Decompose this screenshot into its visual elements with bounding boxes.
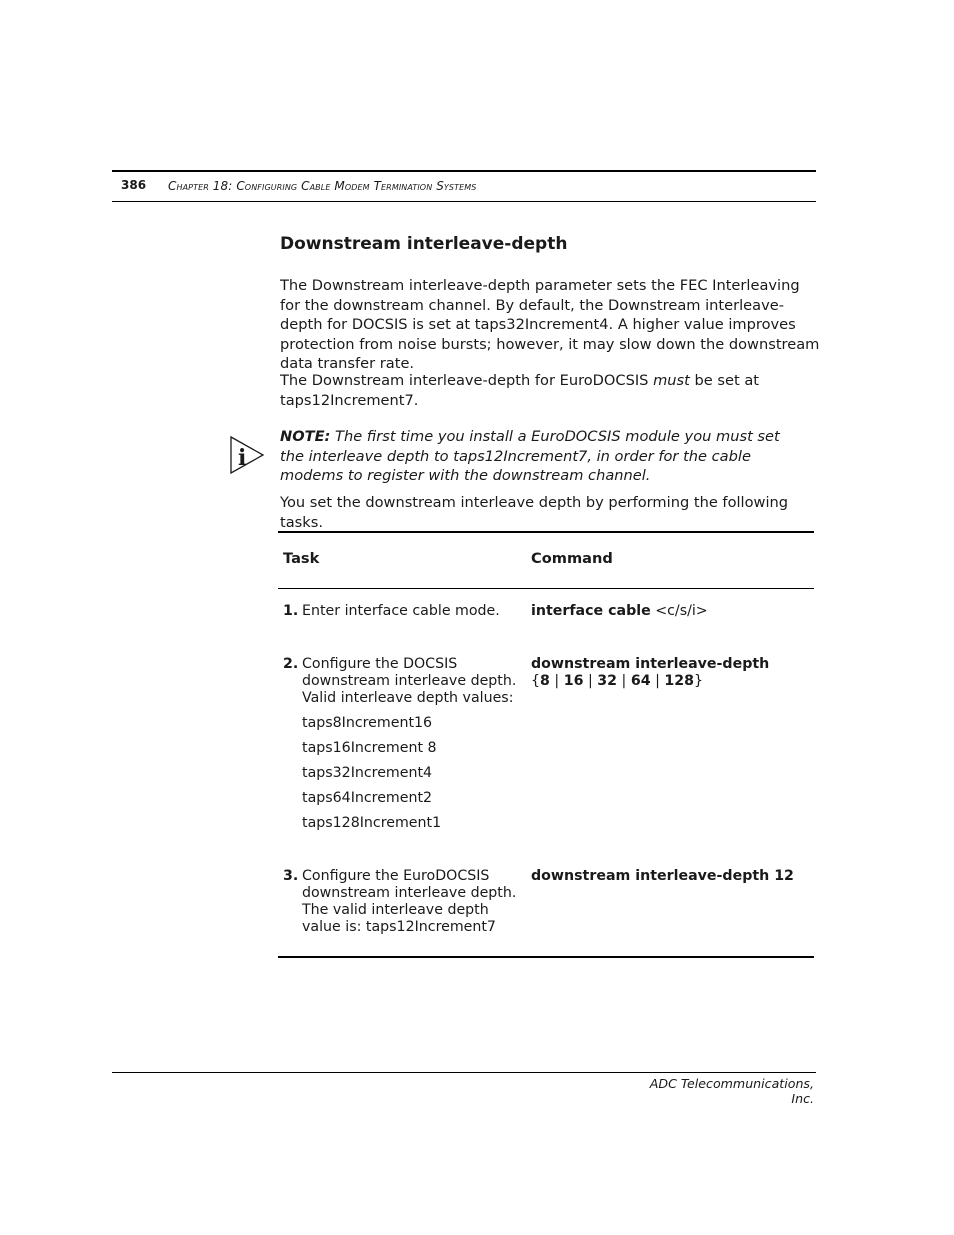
- paragraph-eurodocsis: [280, 371, 820, 410]
- options-close-brace: }: [694, 673, 704, 689]
- step-2-command-keyword: downstream interleave-depth: [531, 656, 770, 672]
- paragraph-eurodocsis-end: be set at taps12Increment7.: [280, 372, 759, 409]
- note-text: [280, 427, 800, 486]
- info-icon: [228, 434, 266, 476]
- note-body: The first time you install a EuroDOCSIS module you must set the interleave depth to taps12Increment7, in order for the cable modems to register with the downstream channel.: [280, 428, 780, 484]
- footer-rule: [112, 1072, 816, 1073]
- option-separator: |: [617, 673, 631, 689]
- chapter-title: Chapter 18: Configuring Cable Modem Termination Systems: [168, 179, 477, 193]
- svg-text:i: i: [238, 445, 247, 471]
- option-value: 16: [563, 673, 584, 689]
- paragraph-eurodocsis-start: The Downstream interleave-depth for EuroDOCSIS: [280, 372, 654, 389]
- header-rule-bottom: [112, 201, 816, 202]
- table-header-rule: [278, 588, 814, 589]
- step-2-number: 2.: [283, 656, 299, 672]
- paragraph-eurodocsis-emphasis: must: [653, 372, 690, 389]
- options-open-brace: {: [531, 673, 541, 689]
- option-value: 8: [540, 673, 550, 689]
- depth-value-item: taps64Increment2: [302, 790, 433, 806]
- step-1-task: Enter interface cable mode.: [302, 603, 500, 619]
- step-3-command: downstream interleave-depth 12: [531, 868, 794, 884]
- depth-value-item: taps16Increment 8: [302, 740, 437, 756]
- step-1-command-arg: <c/s/i>: [650, 603, 708, 619]
- section-title: Downstream interleave-depth: [280, 234, 568, 254]
- option-separator: |: [583, 673, 598, 689]
- step-2-task: Configure the DOCSIS downstream interleave depth. Valid interleave depth values:: [302, 656, 517, 706]
- table-top-rule: [278, 531, 814, 533]
- step-3-task: Configure the EuroDOCSIS downstream interleave depth. The valid interleave depth value is: taps12Increment7: [302, 868, 517, 935]
- step-2-command: [531, 656, 811, 690]
- page-number: 386: [121, 178, 147, 192]
- option-separator: |: [650, 673, 665, 689]
- option-value: 32: [597, 673, 618, 689]
- footer-company: ADC Telecommunications, Inc.: [649, 1076, 814, 1106]
- option-separator: |: [549, 673, 564, 689]
- note-label: NOTE:: [280, 428, 331, 445]
- option-value: 64: [630, 673, 651, 689]
- step-1-command: [531, 603, 811, 620]
- paragraph-intro: The Downstream interleave-depth parameter sets the FEC Interleaving for the downstream channel. By default, the Downstream interleave-depth for DOCSIS is set at taps32Increment4. A higher value improves protection from noise bursts; however, it may slow down the downstream data transfer rate.: [280, 277, 820, 372]
- option-value: 128: [664, 673, 695, 689]
- step-3-number: 3.: [283, 868, 299, 884]
- step-1-number: 1.: [283, 603, 299, 619]
- depth-value-item: taps32Increment4: [302, 765, 433, 781]
- step-2-command-options: [531, 673, 811, 690]
- step-1-command-keyword: interface cable: [531, 603, 651, 619]
- depth-value-item: taps8Increment16: [302, 715, 433, 731]
- table-header-task: Task: [283, 550, 320, 567]
- header-rule-top: [112, 170, 816, 172]
- table-header-command: Command: [531, 550, 613, 567]
- depth-value-item: taps128Increment1: [302, 815, 442, 831]
- paragraph-tasks: You set the downstream interleave depth by performing the following tasks.: [280, 494, 789, 531]
- table-bottom-rule: [278, 956, 814, 958]
